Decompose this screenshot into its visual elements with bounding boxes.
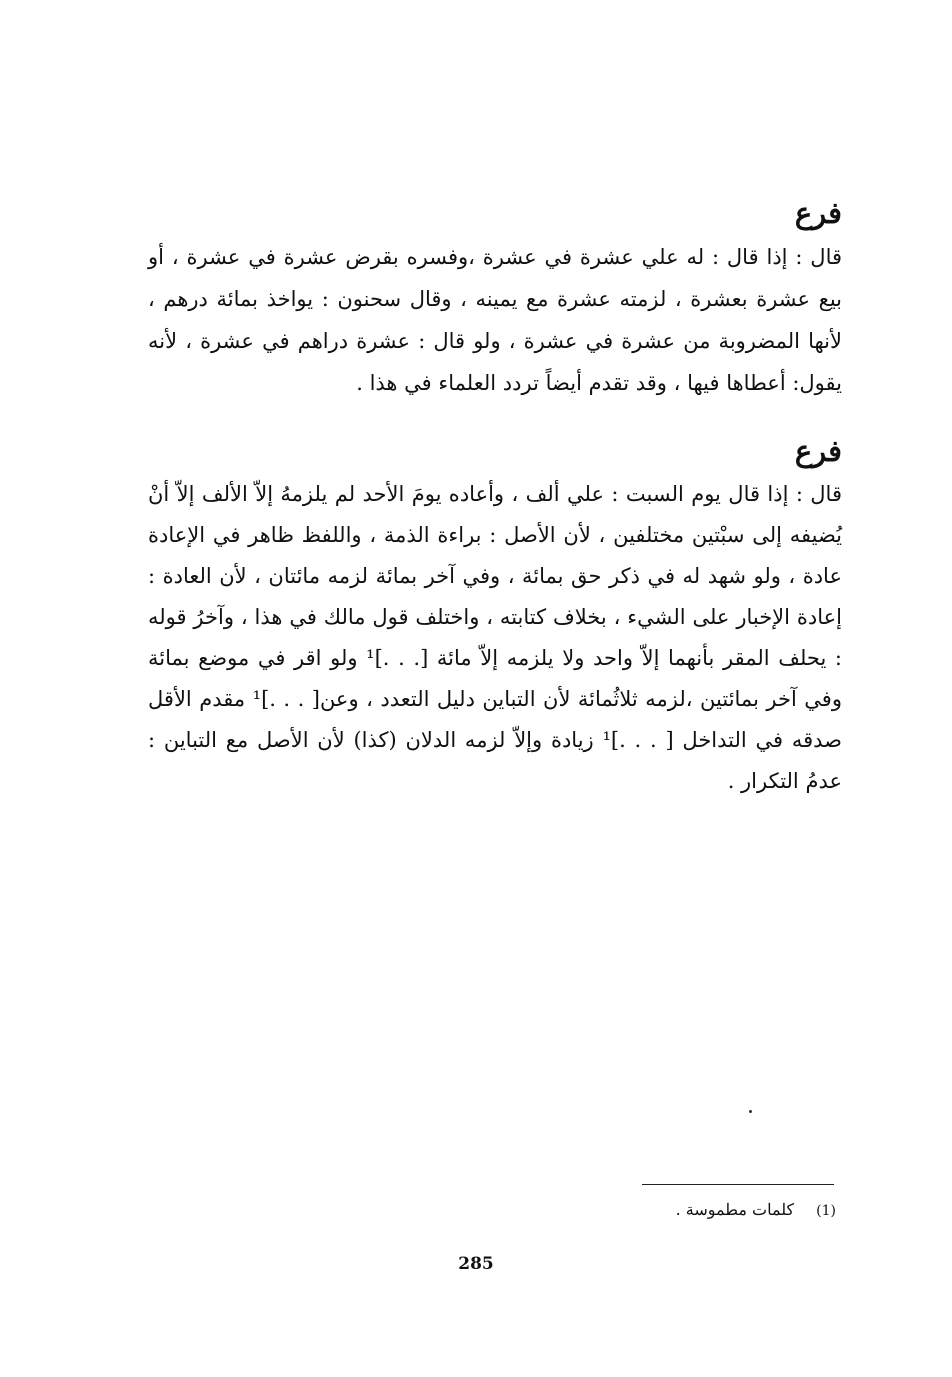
section-paragraph: قال : إذا قال يوم السبت : علي ألف ، وأعاده يومَ الأحد لم يلزمهُ إلاّ الألف إلاّ أنْ يُضيفه إلى سبْتين مختلفين ، لأن الأصل : براءة الذمة ، واللفظ ظاهر في الإعادة عادة ، ولو شهد له في ذكر حق بمائة ، وفي آخر بمائة لزمه مائتان ، لأن العادة : إعادة الإخبار على الشيء ، بخلاف كتابته ، واختلف قول مالك في هذا ، وآخرُ قوله : يحلف المقر بأنهما إلاّ واحد ولا يلزمه إلاّ مائة [. . .]¹ ولو اقر في موضع بمائة وفي آخر بمائتين ،لزمه ثلاثُمائة لأن التباين دليل التعدد ، وعن[ . . .]¹ مقدم الأقل صدقه في التداخل [ . . .]¹ زيادة وإلاّ لزمه الدلان (كذا) لأن الأصل مع التباين : عدمُ التكرار . bbox=[148, 482, 843, 793]
section-heading: فرع bbox=[794, 196, 842, 230]
footnote-text: كلمات مطموسة . bbox=[675, 1200, 795, 1219]
footnote-number: (1) bbox=[816, 1203, 836, 1219]
footnote-divider bbox=[642, 1184, 834, 1185]
page-number: 285 bbox=[458, 1254, 494, 1274]
section-heading: فرع bbox=[794, 434, 842, 468]
footnote bbox=[560, 1198, 836, 1223]
section-2 bbox=[148, 428, 842, 802]
scan-speck bbox=[749, 1110, 752, 1113]
section-1 bbox=[148, 190, 842, 404]
section-paragraph: قال : إذا قال : له علي عشرة في عشرة ،وفسره بقرض عشرة في عشرة ، أو بيع عشرة بعشرة ، لزمته عشرة مع يمينه ، وقال سحنون : يواخذ بمائة درهم ، لأنها المضروبة من عشرة في عشرة ، ولو قال : عشرة دراهم في عشرة ، لأنه يقول: أعطاها فيها ، وقد تقدم أيضاً تردد العلماء في هذا . bbox=[148, 245, 842, 395]
